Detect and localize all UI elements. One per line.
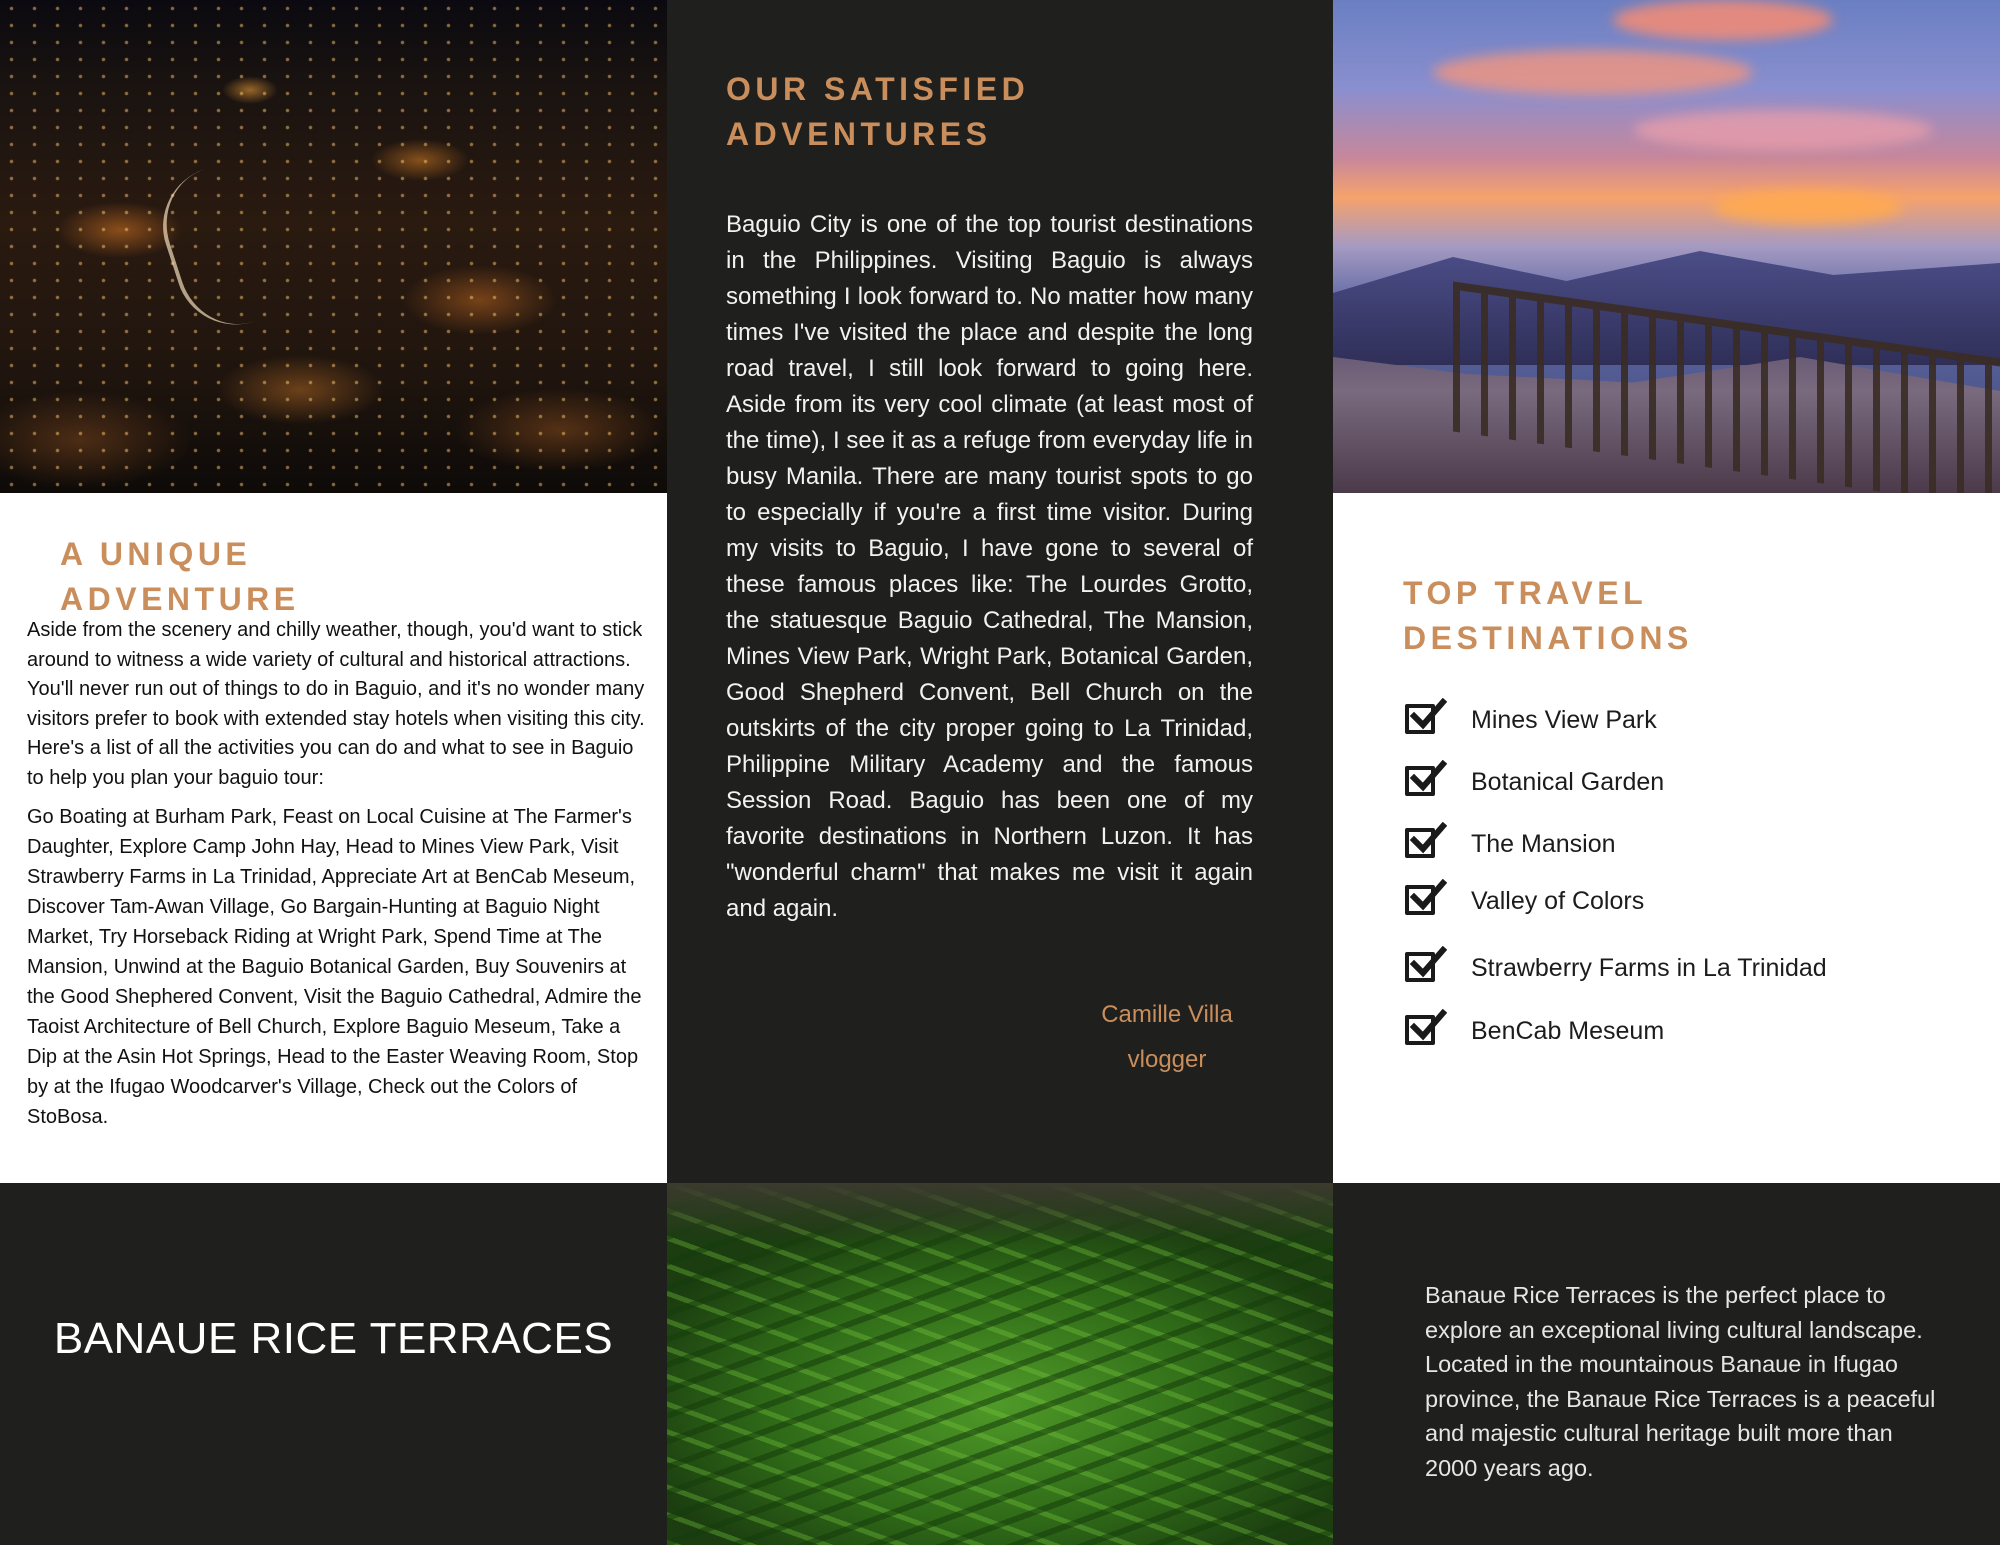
checkbox-checked-icon: [1405, 828, 1435, 858]
checkbox-checked-icon: [1405, 952, 1435, 982]
testimonial-panel: [667, 0, 1333, 1183]
destination-item: [1403, 948, 1963, 988]
destination-label: BenCab Meseum: [1471, 1017, 1665, 1045]
top-destinations-heading: TOP TRAVEL DESTINATIONS: [1403, 575, 1693, 656]
destination-label: Valley of Colors: [1471, 887, 1645, 915]
top-destinations-panel: [1333, 493, 2000, 1183]
destination-label: Strawberry Farms in La Trinidad: [1471, 954, 1827, 982]
destination-label: Mines View Park: [1471, 706, 1657, 734]
unique-adventure-intro: Aside from the scenery and chilly weather, though, you'd want to stick around to witness a wide variety of cultural and historical attractions. You'll never run out of things to do in Baguio, and it's no wonder many visitors prefer to book with extended stay hotels when visiting this city. Here's a list of all the activities you can do and what to see in Baguio to help you plan your baguio tour:: [27, 619, 645, 789]
checkbox-checked-icon: [1405, 1015, 1435, 1045]
cloud-shape: [1433, 50, 1753, 95]
destination-item: [1403, 1011, 1963, 1051]
checkbox-checked-icon: [1405, 766, 1435, 796]
author-role: vlogger: [1127, 1046, 1207, 1073]
hillside-village: [667, 1183, 1333, 1243]
city-lights: [0, 0, 667, 493]
cloud-shape: [1633, 110, 1933, 150]
rice-terraces-photo: [667, 1183, 1333, 1545]
unique-adventure-panel: [0, 493, 667, 1183]
cloud-shape: [1713, 190, 1903, 224]
checkbox-checked-icon: [1405, 885, 1435, 915]
destination-item: [1403, 700, 1963, 740]
banaue-title-panel: [0, 1183, 667, 1545]
unique-adventure-heading: A UNIQUE ADVENTURE: [60, 536, 300, 617]
activities-list-text: Go Boating at Burham Park, Feast on Local Cuisine at The Farmer's Daughter, Explore Camp John Hay, Head to Mines View Park, Visit Strawberry Farms in La Trinidad, Appreciate Art at BenCab Meseum, Discover Tam-Awan Village, Go Bargain-Hunting at Baguio Night Market, Try Horseback Riding at Wright Park, Spend Time at The Mansion, Unwind at the Baguio Botanical Garden, Buy Souvenirs at the Good Shephered Convent, Visit the Baguio Cathedral, Admire the Taoist Architecture of Bell Church, Explore Baguio Meseum, Take a Dip at the Asin Hot Springs, Head to the Easter Weaving Room, Stop by at the Ifugao Woodcarver's Village, Check out the Colors of StoBosa.: [27, 806, 642, 1128]
destination-item: [1403, 762, 1963, 802]
author-name: Camille Villa: [1101, 1001, 1233, 1028]
banaue-description-panel: [1333, 1183, 2000, 1545]
banaue-title: BANAUE RICE TERRACES: [53, 1314, 614, 1363]
checkbox-checked-icon: [1405, 704, 1435, 734]
destination-item: [1403, 824, 1963, 864]
city-night-photo: [0, 0, 667, 493]
banaue-description: Banaue Rice Terraces is the perfect place to explore an exceptional living cultural landscape. Located in the mountainous Banaue in Ifugao province, the Banaue Rice Terraces is a peaceful and majestic cultural heritage built more than 2000 years ago.: [1425, 1282, 1936, 1481]
cloud-shape: [1613, 0, 1833, 40]
testimonial-heading: OUR SATISFIED ADVENTURES: [726, 71, 1030, 152]
destination-item: [1403, 881, 1963, 921]
destination-label: Botanical Garden: [1471, 768, 1665, 796]
destination-label: The Mansion: [1471, 830, 1616, 858]
mountain-viewpoint-photo: [1333, 0, 2000, 493]
testimonial-body: Baguio City is one of the top tourist destinations in the Philippines. Visiting Baguio is always something I look forward to. No matter how many times I've visited the place and despite the long road travel, I still look forward to going here. Aside from its very cool climate (at least most of the time), I see it as a refuge from everyday life in busy Manila. There are many tourist spots to go to especially if you're a first time visitor. During my visits to Baguio, I have gone to several of these famous places like: The Lourdes Grotto, the statuesque Baguio Cathedral, The Mansion, Mines View Park, Wright Park, Botanical Garden, Good Shepherd Convent, Bell Church on the outskirts of the city proper going to La Trinidad, Philippine Military Academy and the famous Session Road. Baguio has been one of my favorite destinations in Northern Luzon. It has "wonderful charm" that makes me visit it again and again.: [726, 211, 1253, 922]
